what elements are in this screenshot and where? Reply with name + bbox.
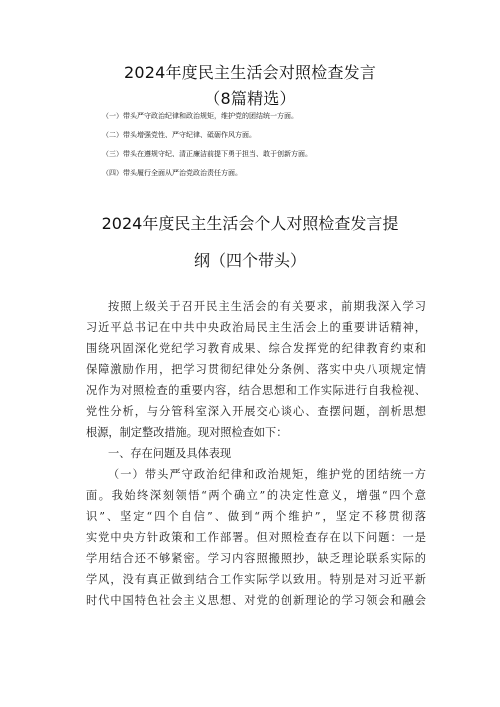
body-line: 学风，没有真正做到结合工作实际学以致用。特别是对习近平新 (86, 573, 426, 586)
body-line: 按照上级关于召开民主生活会的有关要求，前期我深入学习 (108, 300, 426, 313)
toc-item: （一）带头严守政治纪律和政治规矩，维护党的团结统一方面。 (102, 112, 298, 120)
article-title: 2024年度民主生活会个人对照检查发言提 (101, 214, 399, 233)
toc-item: （二）带头增强党性、严守纪律、砥砺作风方面。 (102, 131, 256, 139)
body-line: 围绕巩固深化党纪学习教育成果、综合发挥党的纪律教育约束和 (86, 342, 426, 355)
body-line: 习近平总书记在中共中央政治局民主生活会上的重要讲话精神， (86, 321, 426, 334)
body-line: 面。我始终深刻领悟“两个确立”的决定性意义，增强“四个意 (86, 489, 426, 502)
body-line: 时代中国特色社会主义思想、对党的创新理论的学习领会和融会 (86, 594, 426, 607)
article-body (86, 296, 426, 611)
body-line: 识”、坚定“四个自信”、做到“两个维护”，坚定不移贯彻落 (86, 510, 426, 523)
body-line: 况作为对照检查的重要内容，结合思想和工作实际进行自我检视、 (86, 384, 426, 397)
body-line: 党性分析，与分管科室深入开展交心谈心、查摆问题，剖析思想 (86, 405, 426, 418)
toc-item: （四）带头履行全面从严治党政治责任方面。 (102, 169, 242, 177)
subsection-heading: （一）带头严守政治纪律和政治规矩，维护党的团结统一方 (108, 468, 426, 481)
document-title: 2024年度民主生活会对照检查发言 (123, 63, 377, 82)
body-line: 根源，制定整改措施。现对照检查如下： (86, 426, 288, 439)
body-line: 学用结合还不够紧密。学习内容照搬照抄，缺乏理论联系实际的 (86, 552, 426, 565)
body-line: 实党中央方针政策和工作部署。但对照检查存在以下问题：一是 (86, 531, 426, 544)
article-title-continued: 纲（四个带头） (193, 251, 306, 270)
toc-item: （三）带头在遵规守纪、清正廉洁前提下勇于担当、敢于创新方面。 (102, 150, 312, 158)
section-heading: 一、存在问题及具体表现 (108, 447, 232, 460)
document-title-count: （8篇精选） (204, 89, 296, 108)
body-line: 保障激励作用，把学习贯彻纪律处分条例、落实中央八项规定情 (86, 363, 426, 376)
table-of-contents (102, 111, 482, 187)
